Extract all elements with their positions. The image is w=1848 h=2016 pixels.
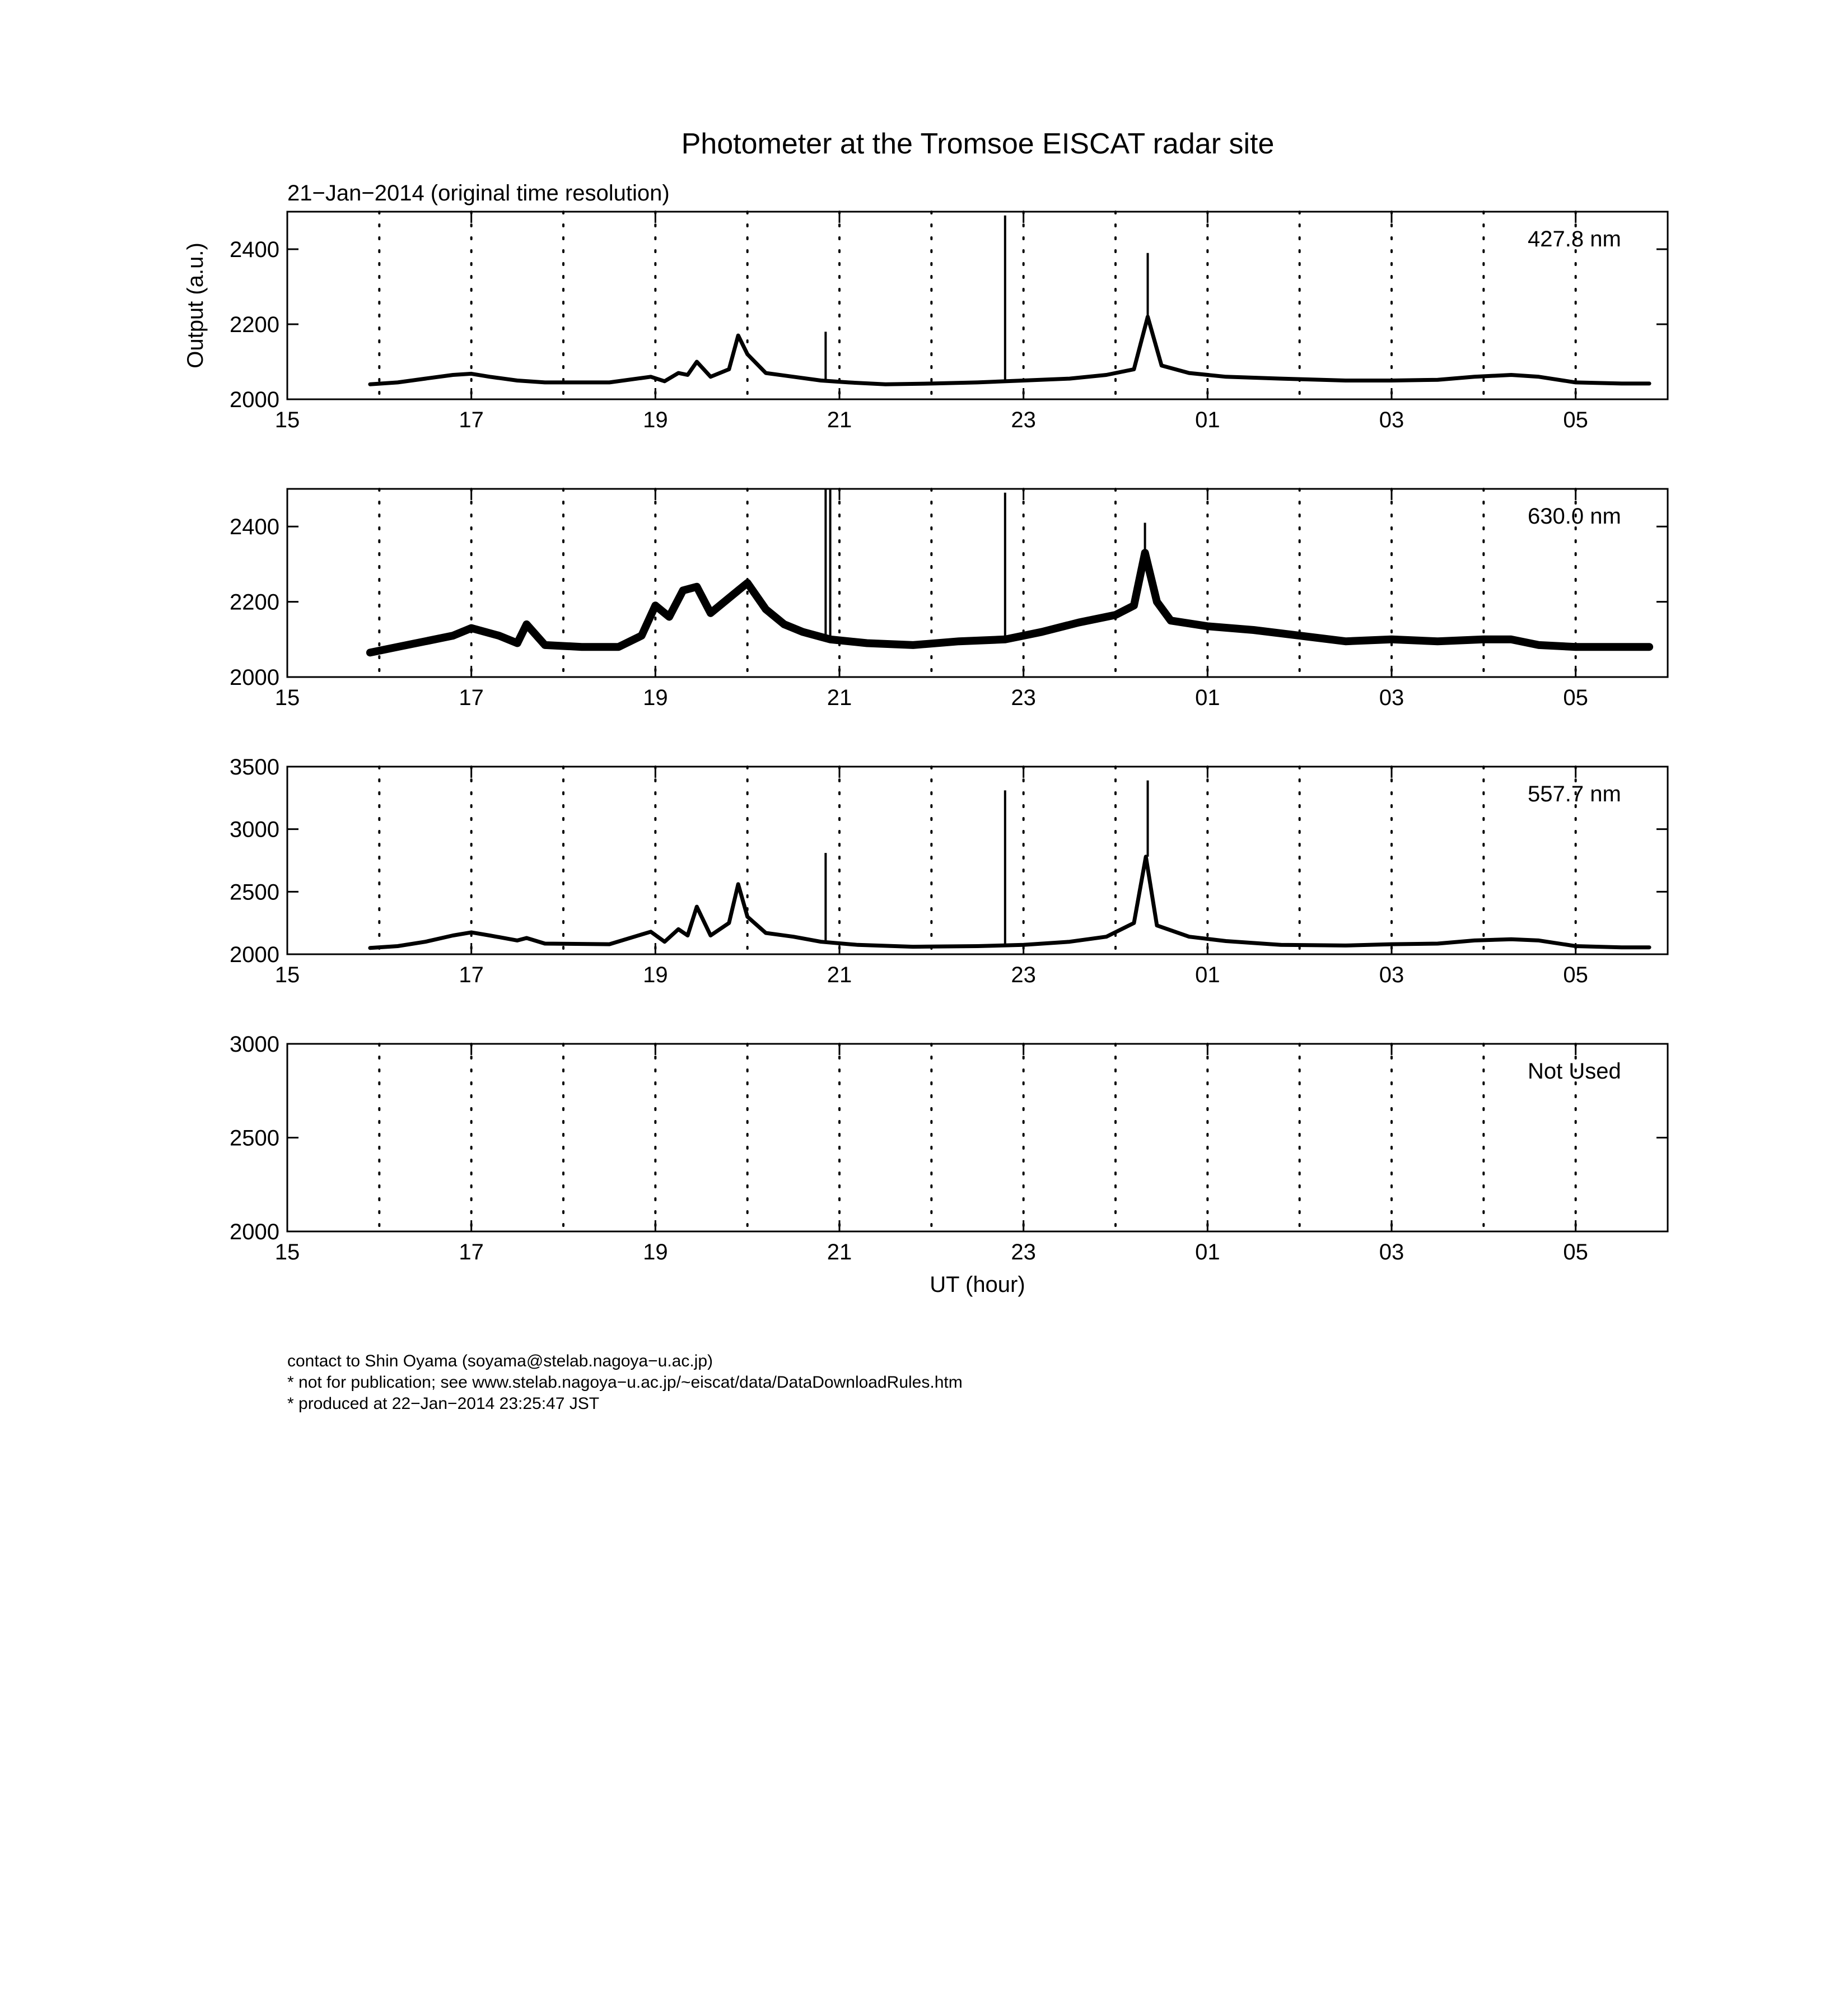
plot-frame (287, 212, 1668, 399)
y-tick-label: 2500 (230, 880, 279, 905)
x-tick-label: 15 (274, 963, 300, 987)
x-tick-label: 01 (1195, 408, 1220, 432)
x-tick-label: 03 (1379, 408, 1404, 432)
x-axis-label: UT (hour) (930, 1272, 1025, 1297)
x-tick-label: 03 (1379, 963, 1404, 987)
plot-frame (287, 489, 1668, 677)
footer-line-produced: * produced at 22−Jan−2014 23:25:47 JST (287, 1394, 600, 1413)
x-tick-label: 05 (1563, 1240, 1588, 1264)
figure-title: Photometer at the Tromsoe EISCAT radar site (681, 128, 1275, 160)
panel-3 (230, 755, 1668, 987)
y-tick-label: 3500 (230, 755, 279, 780)
y-tick-label: 3000 (230, 1032, 279, 1057)
y-tick-label: 2200 (230, 590, 279, 615)
panel-2 (230, 489, 1668, 710)
x-tick-label: 15 (274, 1240, 300, 1264)
x-tick-label: 23 (1011, 685, 1036, 710)
footer-notes (287, 1352, 963, 1413)
y-tick-label: 2400 (230, 237, 279, 262)
wavelength-label: 557.7 nm (1528, 782, 1621, 806)
x-tick-label: 17 (459, 963, 484, 987)
x-tick-label: 01 (1195, 685, 1220, 710)
x-tick-label: 15 (274, 408, 300, 432)
series-line (370, 857, 1649, 948)
x-tick-label: 05 (1563, 963, 1588, 987)
figure-subtitle: 21−Jan−2014 (original time resolution) (287, 181, 670, 206)
x-tick-label: 19 (643, 963, 668, 987)
footer-line-contact: contact to Shin Oyama (soyama@stelab.nagoya−u.ac.jp) (287, 1352, 713, 1370)
y-tick-label: 2000 (230, 665, 279, 690)
x-tick-label: 15 (274, 685, 300, 710)
x-tick-label: 01 (1195, 1240, 1220, 1264)
plot-frame (287, 1044, 1668, 1231)
x-tick-label: 19 (643, 685, 668, 710)
wavelength-label: 427.8 nm (1528, 227, 1621, 251)
wavelength-label: 630.0 nm (1528, 504, 1621, 529)
plot-frame (287, 767, 1668, 954)
x-tick-label: 21 (827, 963, 852, 987)
y-tick-label: 2000 (230, 388, 279, 412)
y-tick-label: 2200 (230, 312, 279, 337)
y-axis-label: Output (a.u.) (183, 242, 208, 368)
panel-4 (230, 1032, 1668, 1297)
x-tick-label: 17 (459, 685, 484, 710)
y-tick-label: 2500 (230, 1126, 279, 1151)
x-tick-label: 17 (459, 408, 484, 432)
panel-1 (183, 212, 1668, 432)
y-tick-label: 3000 (230, 817, 279, 842)
y-tick-label: 2000 (230, 1220, 279, 1244)
x-tick-label: 01 (1195, 963, 1220, 987)
x-tick-label: 19 (643, 1240, 668, 1264)
x-tick-label: 21 (827, 1240, 852, 1264)
y-tick-label: 2000 (230, 942, 279, 967)
series-line (370, 317, 1649, 385)
series-line (370, 553, 1649, 652)
x-tick-label: 23 (1011, 408, 1036, 432)
x-tick-label: 19 (643, 408, 668, 432)
x-tick-label: 21 (827, 408, 852, 432)
x-tick-label: 03 (1379, 1240, 1404, 1264)
x-tick-label: 17 (459, 1240, 484, 1264)
x-tick-label: 05 (1563, 685, 1588, 710)
footer-line-rules: * not for publication; see www.stelab.nagoya−u.ac.jp/~eiscat/data/DataDownloadRules.htm (287, 1373, 963, 1392)
x-tick-label: 03 (1379, 685, 1404, 710)
x-tick-label: 23 (1011, 963, 1036, 987)
x-tick-label: 23 (1011, 1240, 1036, 1264)
x-tick-label: 05 (1563, 408, 1588, 432)
wavelength-label: Not Used (1528, 1059, 1621, 1084)
panels (183, 212, 1668, 1297)
x-tick-label: 21 (827, 685, 852, 710)
y-tick-label: 2400 (230, 515, 279, 540)
